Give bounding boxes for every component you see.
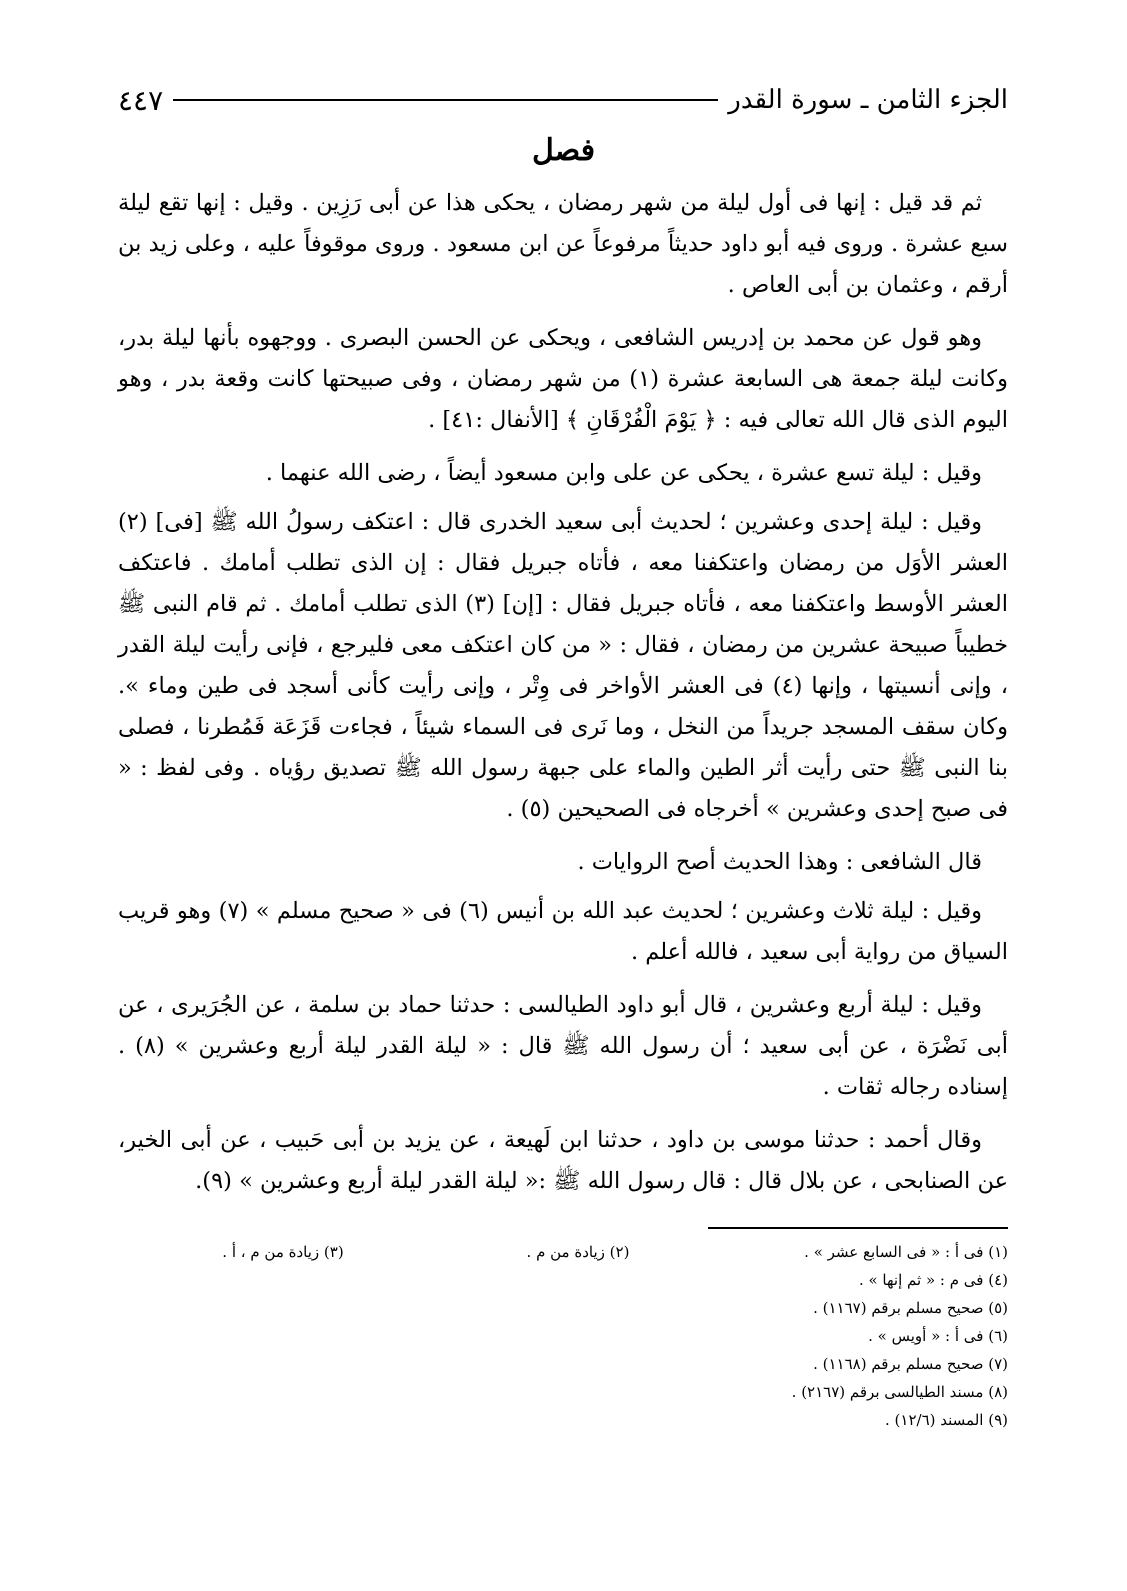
header-rule: [173, 99, 718, 101]
main-text: [118, 183, 1008, 1214]
paragraph-3: وقيل : ليلة تسع عشرة ، يحكى عن على وابن مسعود أيضاً ، رضى الله عنهما .: [265, 460, 982, 486]
paragraph-4: وقيل : ليلة إحدى وعشرين ؛ لحديث أبى سعيد الخدرى قال : اعتكف رسولُ الله ﷺ [فى] (٢) العشر الأوَل من رمضان واعتكفنا معه ، فأتاه جبريل فقال : إن الذى تطلب أمامك . فاعتكف العشر الأوسط واعتكفنا معه ، فأتاه جبريل فقال : [إن] (٣) الذى تطلب أمامك . ثم قام النبى ﷺ خطيباً صبيحة عشرين من رمضان ، فقال : « من كان اعتكف معى فليرجع ، فإنى رأيت ليلة القدر ، وإنى أنسيتها ، وإنها (٤) فى العشر الأواخر فى وِتْر ، وإنى رأيت كأنى أسجد فى طين وماء ». وكان سقف المسجد جريداً من النخل ، وما نَرى فى السماء شيئاً ، فجاءت قَزَعَة فَمُطرنا ، فصلى بنا النبى ﷺ حتى رأيت أثر الطين والماء على جبهة رسول الله ﷺ تصديق رؤياه . وفى لفظ : « فى صبح إحدى وعشرين » أخرجاه فى الصحيحين (٥) .: [118, 509, 1008, 822]
paragraph-7: وقيل : ليلة أربع وعشرين ، قال أبو داود الطيالسى : حدثنا حماد بن سلمة ، عن الجُرَيرى ، عن أبى نَضْرَة ، عن أبى سعيد ؛ أن رسول الله ﷺ قال : « ليلة القدر ليلة أربع وعشرين » (٨) . إسناده رجاله ثقات .: [118, 992, 1008, 1100]
footnote-3: (٣) زيادة من م ، أ .: [222, 1243, 344, 1261]
paragraph-6: وقيل : ليلة ثلاث وعشرين ؛ لحديث عبد الله بن أنيس (٦) فى « صحيح مسلم » (٧) وهو قريب السياق من رواية أبى سعيد ، فالله أعلم .: [118, 898, 1008, 965]
footnote-row: [118, 1238, 1008, 1266]
paragraph-2: وهو قول عن محمد بن إدريس الشافعى ، ويحكى عن الحسن البصرى . ووجهوه بأنها ليلة بدر، وكانت ليلة جمعة هى السابعة عشرة (١) من شهر رمضان ، وفى صبيحتها كانت وقعة بدر ، وهو اليوم الذى قال الله تعالى فيه : ﴿ يَوْمَ الْفُرْقَانِ ﴾ [الأنفال :٤١] .: [118, 325, 1008, 433]
footnote-4: (٤) فى م : « ثم إنها » .: [858, 1271, 1008, 1289]
footnote-9: (٩) المسند (١٢/٦) .: [885, 1411, 1008, 1429]
page-number: ٤٤٧: [118, 83, 164, 117]
paragraph-5: قال الشافعى : وهذا الحديث أصح الروايات .: [577, 849, 982, 875]
section-title: فصل: [531, 133, 596, 168]
footnote-1: (١) فى أ : « فى السابع عشر » .: [804, 1243, 1008, 1261]
footnote-7: (٧) صحيح مسلم برقم (١١٦٨) .: [813, 1355, 1008, 1373]
footnote-6: (٦) فى أ : « أويس » .: [868, 1327, 1008, 1345]
paragraph-8: وقال أحمد : حدثنا موسى بن داود ، حدثنا ابن لَهيعة ، عن يزيد بن أبى حَبيب ، عن أبى الخير، عن الصنابحى ، عن بلال قال : قال رسول الله ﷺ :« ليلة القدر ليلة أربع وعشرين » (٩).: [118, 1127, 1008, 1194]
header-title: الجزء الثامن ـ سورة القدر: [728, 85, 1008, 115]
footnote-8: (٨) مسند الطيالسى برقم (٢١٦٧) .: [791, 1383, 1008, 1401]
footnote-5: (٥) صحيح مسلم برقم (١١٦٧) .: [813, 1299, 1008, 1317]
footnotes: [118, 1238, 1008, 1434]
running-header: [118, 78, 1008, 122]
footnote-separator: [708, 1227, 1008, 1229]
paragraph-1: ثم قد قيل : إنها فى أول ليلة من شهر رمضان ، يحكى هذا عن أبى رَزِين . وقيل : إنها تقع ليلة سبع عشرة . وروى فيه أبو داود حديثاً مرفوعاً عن ابن مسعود . وروى موقوفاً عليه ، وعلى زيد بن أرقم ، وعثمان بن أبى العاص .: [118, 190, 1008, 298]
footnote-2: (٢) زيادة من م .: [526, 1243, 630, 1261]
